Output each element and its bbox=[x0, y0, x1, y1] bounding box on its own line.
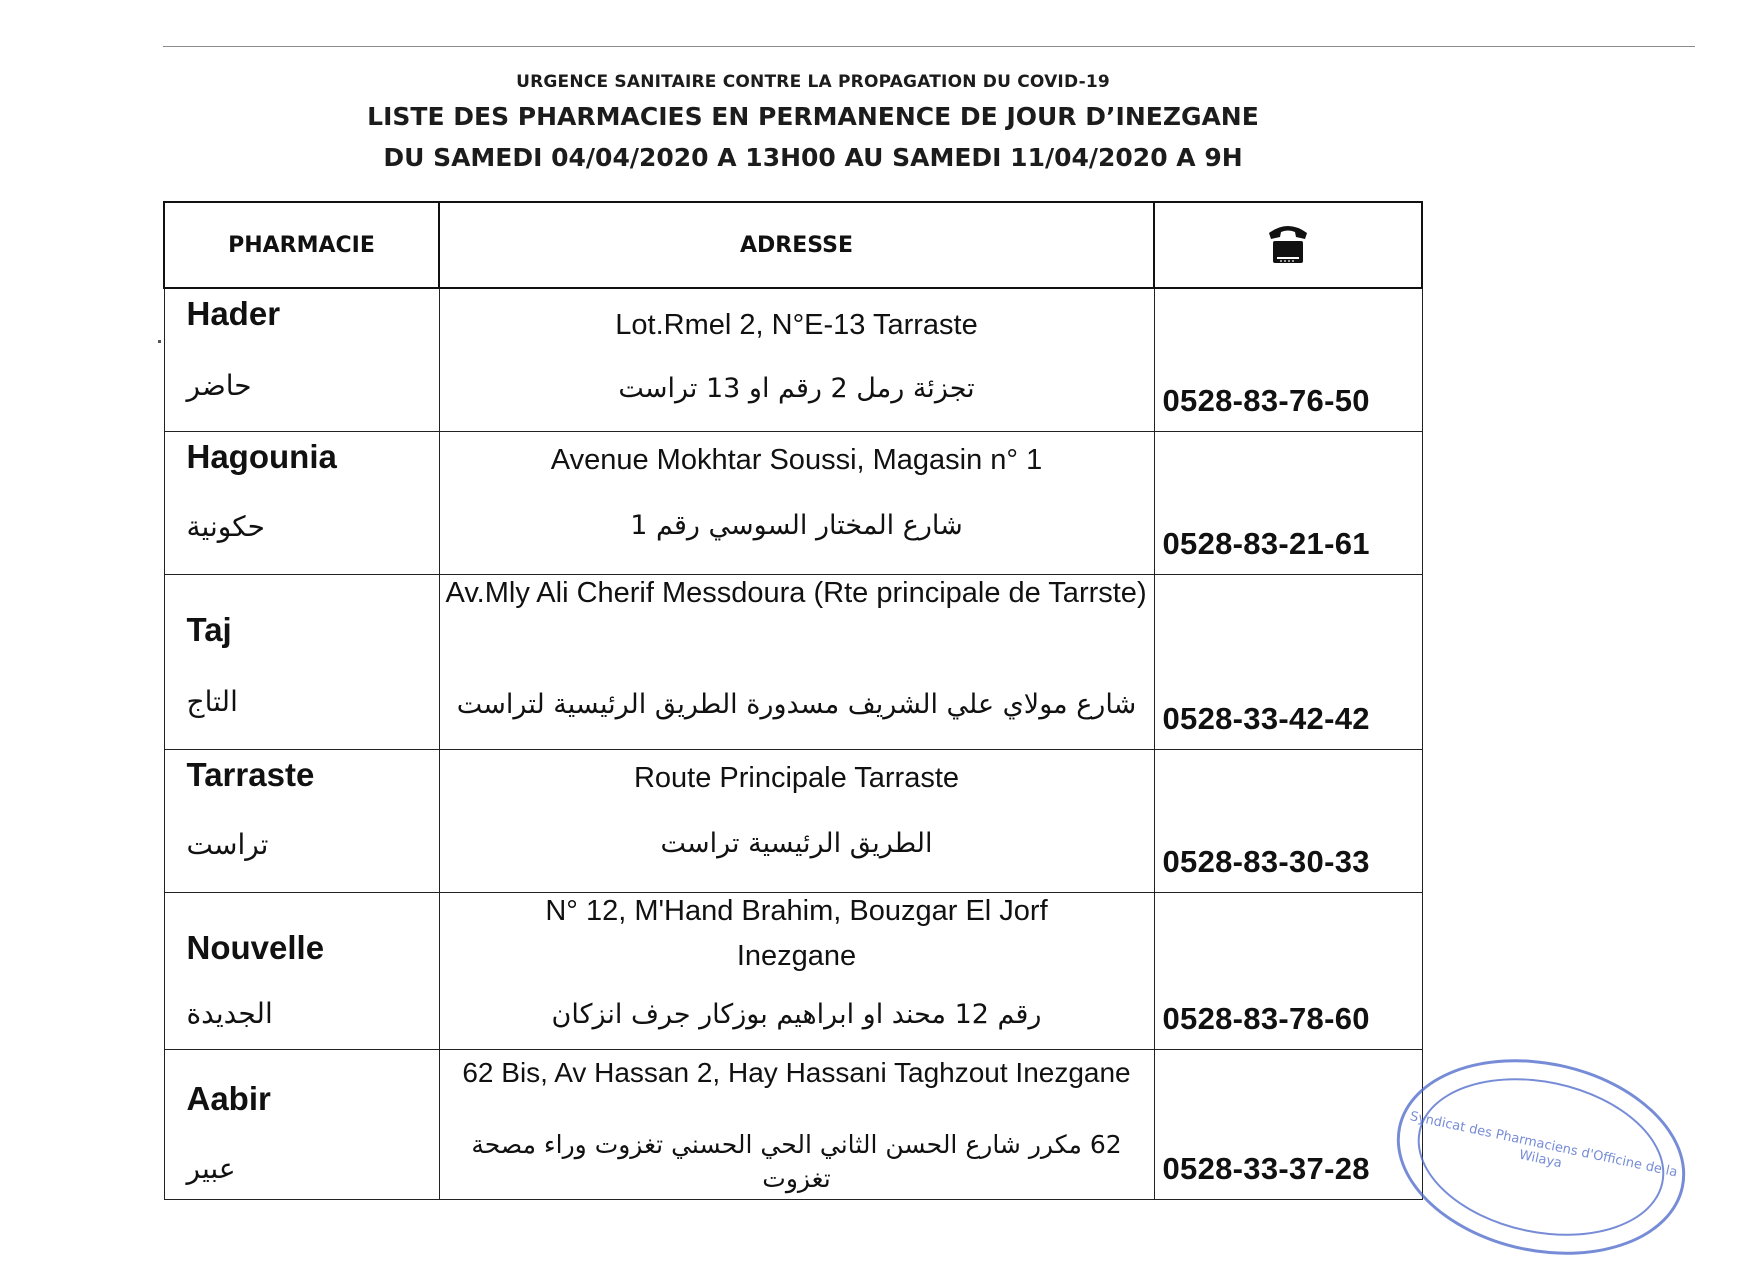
address-fr: Route Principale Tarraste bbox=[633, 761, 960, 794]
stamp-text: Syndicat des Pharmaciens d'Officine de la Wilaya bbox=[1408, 1109, 1679, 1181]
phone-number: 0528-83-30-33 bbox=[1162, 843, 1370, 879]
pharmacy-name-cell bbox=[164, 431, 439, 574]
address-fr: 62 Bis, Av Hassan 2, Hay Hassani Taghzout Inezgane bbox=[462, 1056, 1131, 1088]
address-fr: Lot.Rmel 2, N°E-13 Tarraste bbox=[615, 309, 978, 341]
phone-cell bbox=[1154, 288, 1422, 431]
pharmacy-name-fr: Nouvelle bbox=[186, 928, 325, 966]
pharmacy-name-fr: Taj bbox=[186, 610, 232, 648]
phone-cell bbox=[1154, 1049, 1422, 1199]
pharmacy-name-ar: عبير bbox=[186, 1151, 236, 1185]
column-header-telephone bbox=[1154, 202, 1422, 288]
address-ar: شارع المختار السوسي رقم 1 bbox=[630, 509, 963, 541]
table-header-row bbox=[164, 202, 1422, 288]
phone-number: 0528-33-42-42 bbox=[1162, 700, 1370, 736]
address-ar: 62 مكرر شارع الحسن الثاني الحي الحسني تغزوت وراء مصحة تغزوت bbox=[471, 1129, 1122, 1193]
address-ar: الطريق الرئيسية تراست bbox=[660, 827, 933, 859]
pharmacy-name-cell bbox=[164, 749, 439, 892]
header-title: LISTE DES PHARMACIES EN PERMANENCE DE JOUR D’INEZGANE bbox=[367, 102, 1259, 131]
pharmacy-name-fr: Hader bbox=[186, 295, 281, 332]
official-stamp bbox=[1378, 1034, 1703, 1280]
pharmacy-name-cell bbox=[164, 288, 439, 431]
column-header-adresse: ADRESSE bbox=[439, 202, 1154, 288]
pharmacy-name-ar: حكونية bbox=[186, 509, 265, 543]
phone-cell bbox=[1154, 431, 1422, 574]
table-row bbox=[164, 431, 1422, 574]
address-ar: تجزئة رمل 2 رقم او 13 تراست bbox=[618, 373, 975, 404]
pharmacy-name-ar: التاج bbox=[186, 684, 238, 718]
top-rule bbox=[163, 46, 1695, 47]
pharmacy-name-cell bbox=[164, 892, 439, 1049]
phone-cell bbox=[1154, 749, 1422, 892]
phone-number: 0528-83-78-60 bbox=[1162, 1000, 1370, 1036]
address-cell bbox=[439, 749, 1154, 892]
pharmacy-name-ar: الجديدة bbox=[186, 996, 273, 1030]
address-cell bbox=[439, 892, 1154, 1049]
pharmacy-name-fr: Hagounia bbox=[186, 437, 337, 475]
pharmacy-name-ar: حاضر bbox=[186, 369, 252, 402]
header-subtitle: URGENCE SANITAIRE CONTRE LA PROPAGATION DU COVID-19 bbox=[516, 72, 1110, 92]
table-row bbox=[164, 1049, 1422, 1199]
phone-number: 0528-83-21-61 bbox=[1162, 525, 1370, 561]
pharmacy-name-cell bbox=[164, 1049, 439, 1199]
table-row bbox=[164, 892, 1422, 1049]
address-fr: N° 12, M'Hand Brahim, Bouzgar El Jorf Inezgane bbox=[545, 894, 1048, 972]
phone-number: 0528-33-37-28 bbox=[1162, 1150, 1370, 1186]
table-row bbox=[164, 749, 1422, 892]
address-fr: Avenue Mokhtar Soussi, Magasin n° 1 bbox=[550, 443, 1043, 476]
scan-mark bbox=[158, 340, 161, 343]
pharmacy-table bbox=[163, 201, 1423, 1200]
column-header-pharmacie: PHARMACIE bbox=[164, 202, 439, 288]
phone-number: 0528-83-76-50 bbox=[1162, 382, 1370, 418]
table-row bbox=[164, 574, 1422, 749]
pharmacy-name-fr: Aabir bbox=[186, 1079, 271, 1117]
pharmacy-name-cell bbox=[164, 574, 439, 749]
address-ar: شارع مولاي علي الشريف مسدورة الطريق الرئيسية لتراست bbox=[456, 688, 1137, 720]
telephone-icon bbox=[1263, 217, 1313, 273]
pharmacy-name-fr: Tarraste bbox=[186, 755, 315, 793]
phone-cell bbox=[1154, 892, 1422, 1049]
address-cell bbox=[439, 574, 1154, 749]
address-fr: Av.Mly Ali Cherif Messdoura (Rte principale de Tarrste) bbox=[445, 576, 1147, 609]
address-cell bbox=[439, 288, 1154, 431]
phone-cell bbox=[1154, 574, 1422, 749]
header-date-range: DU SAMEDI 04/04/2020 A 13H00 AU SAMEDI 11/04/2020 A 9H bbox=[383, 143, 1243, 172]
address-cell bbox=[439, 1049, 1154, 1199]
address-ar: رقم 12 محند او ابراهيم بوزكار جرف انزكان bbox=[551, 998, 1042, 1030]
pharmacy-name-ar: تراست bbox=[186, 827, 269, 861]
table-row bbox=[164, 288, 1422, 431]
address-cell bbox=[439, 431, 1154, 574]
